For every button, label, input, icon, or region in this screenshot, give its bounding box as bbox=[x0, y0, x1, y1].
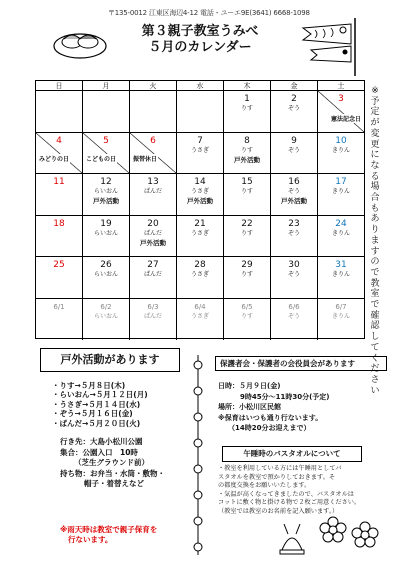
day-number: 6/7 bbox=[335, 302, 347, 311]
rain-note-line2: 行ないます。 bbox=[68, 535, 113, 544]
meeting-time: 9時45分～11時30分(予定) bbox=[240, 392, 330, 401]
calendar-week-row bbox=[36, 299, 364, 341]
day-number: 19 bbox=[100, 218, 112, 229]
sushi-illustration bbox=[50, 20, 110, 62]
calendar-day-cell bbox=[318, 257, 364, 298]
day-number: 17 bbox=[335, 177, 347, 187]
day-number: 6/5 bbox=[241, 302, 253, 311]
class-name-label: ぱんだ bbox=[143, 271, 162, 278]
calendar-day-cell bbox=[36, 216, 83, 257]
meeting-date: 日時：５月９日(金) bbox=[218, 382, 281, 390]
flower-icon bbox=[350, 520, 380, 550]
day-number: 13 bbox=[147, 177, 159, 187]
class-name-label: きりん bbox=[331, 271, 350, 278]
class-name-label: らいおん bbox=[93, 271, 118, 278]
list-item: ・りす→５月８日(木) bbox=[52, 381, 126, 390]
class-name-label: うさぎ bbox=[190, 271, 209, 278]
class-name-label: ぞう bbox=[287, 271, 300, 278]
calendar-day-cell bbox=[271, 133, 318, 174]
calendar-day-cell bbox=[83, 174, 130, 215]
day-number: 8 bbox=[244, 135, 250, 146]
towel-heading: 午睡時のバスタオルについて bbox=[222, 446, 362, 462]
calendar-day-cell bbox=[271, 174, 318, 215]
title-block bbox=[120, 24, 280, 56]
calendar-grid bbox=[35, 80, 365, 339]
list-item: ・らいおん→５月１２日(月) bbox=[52, 390, 148, 400]
decorative-divider bbox=[191, 355, 205, 555]
day-number: 4 bbox=[56, 135, 62, 146]
towel-details bbox=[218, 465, 394, 517]
calendar-day-cell bbox=[130, 216, 177, 257]
towel-line: コットに敷く物と掛ける物で２枚ご用意ください。 bbox=[218, 499, 361, 507]
calendar-day-cell bbox=[130, 91, 177, 132]
outdoor-schedule-list bbox=[52, 381, 192, 428]
towel-line: の都度交換をお願いいたします。 bbox=[218, 482, 311, 490]
day-number: 1 bbox=[244, 94, 250, 104]
calendar-day-cell bbox=[318, 216, 364, 257]
holiday-label: みどりの日 bbox=[39, 156, 70, 163]
calendar-day-cell bbox=[318, 91, 364, 132]
calendar-day-cell bbox=[83, 216, 130, 257]
day-number: 2 bbox=[291, 94, 297, 104]
calendar-week-row bbox=[36, 91, 364, 133]
class-name-label: きりん bbox=[331, 146, 350, 154]
calendar-day-cell bbox=[224, 91, 271, 132]
meet-text: 集合：公園入口 10時 bbox=[60, 447, 138, 457]
class-name-label: ぞう bbox=[287, 188, 300, 195]
day-number: 6/6 bbox=[288, 302, 300, 311]
day-number: 3 bbox=[338, 94, 344, 104]
day-number: 24 bbox=[335, 218, 347, 229]
class-name-label: ぱんだ bbox=[143, 188, 162, 195]
calendar-day-cell bbox=[177, 299, 224, 341]
list-item: ・ぱんだ→５月２０日(火) bbox=[52, 418, 141, 428]
day-number: 11 bbox=[53, 177, 65, 187]
koinobori-icon bbox=[297, 16, 369, 78]
title-line2: ５月のカレンダー bbox=[148, 40, 252, 55]
calendar-day-cell bbox=[271, 299, 318, 341]
holiday-label: 振替休日 bbox=[133, 156, 158, 163]
outdoor-activity-label: 戸外活動 bbox=[234, 155, 260, 164]
meeting-place: 場所：小松川区民館 bbox=[218, 403, 281, 411]
class-name-label: うさぎ bbox=[190, 146, 209, 154]
day-number: 15 bbox=[241, 177, 253, 187]
class-name-label: りす bbox=[240, 188, 253, 195]
day-number: 27 bbox=[147, 260, 159, 270]
class-name-label: りす bbox=[240, 271, 253, 278]
calendar-day-cell bbox=[83, 299, 130, 341]
meet-note-text: （芝生グラウンド前） bbox=[74, 458, 149, 467]
day-number: 30 bbox=[288, 260, 300, 270]
calendar-day-cell bbox=[224, 133, 271, 174]
calendar-day-cell bbox=[318, 133, 364, 174]
weekday-label: 水 bbox=[177, 81, 224, 90]
day-number: 28 bbox=[194, 260, 206, 270]
class-name-label: ぞう bbox=[287, 105, 300, 112]
calendar-day-cell bbox=[130, 174, 177, 215]
day-number: 7 bbox=[197, 135, 203, 146]
day-number: 23 bbox=[288, 218, 300, 229]
day-number: 6/2 bbox=[100, 302, 112, 311]
calendar-day-cell bbox=[83, 91, 130, 132]
vertical-notice: ※予定が変更になる場合もありますので教室で確認してください bbox=[370, 86, 380, 396]
day-number: 6/4 bbox=[194, 302, 206, 311]
weekday-label: 土 bbox=[337, 82, 345, 90]
class-name-label: きりん bbox=[331, 229, 350, 237]
class-name-label: ぞう bbox=[287, 229, 300, 237]
class-name-label: ぞう bbox=[287, 146, 300, 154]
day-number: 29 bbox=[241, 260, 253, 270]
calendar-day-cell bbox=[36, 174, 83, 215]
day-number: 21 bbox=[194, 218, 206, 229]
day-number: 22 bbox=[241, 218, 253, 229]
calendar-day-cell bbox=[177, 91, 224, 132]
calendar-day-cell bbox=[224, 257, 271, 298]
calendar-day-cell bbox=[224, 299, 271, 341]
class-name-label: りす bbox=[240, 146, 253, 154]
class-name-label: きりん bbox=[331, 188, 350, 195]
day-number: 31 bbox=[335, 260, 347, 270]
calendar-week-row bbox=[36, 174, 364, 216]
class-name-label: らいおん bbox=[93, 188, 118, 195]
class-name-label: りす bbox=[240, 229, 253, 237]
helmet-icon bbox=[278, 520, 306, 564]
calendar-day-cell bbox=[130, 133, 177, 174]
calendar-day-cell bbox=[318, 174, 364, 215]
holiday-label: 憲法記念日 bbox=[330, 115, 361, 123]
outdoor-details bbox=[60, 437, 200, 490]
towel-line: スタオルを教室で預かりしておきます。そ bbox=[218, 473, 336, 481]
calendar-day-cell bbox=[318, 299, 364, 341]
calendar-day-cell bbox=[36, 91, 83, 132]
calendar-day-cell bbox=[83, 133, 130, 174]
weekday-label: 木 bbox=[224, 81, 271, 90]
calendar-day-cell bbox=[224, 174, 271, 215]
calendar-day-cell bbox=[177, 257, 224, 298]
bring-text-2: 帽子・着替えなど bbox=[84, 479, 144, 488]
class-name-label: らいおん bbox=[93, 229, 118, 237]
calendar-day-cell bbox=[177, 174, 224, 215]
title-line1: 第３親子教室うみべ bbox=[141, 24, 259, 39]
day-number: 20 bbox=[147, 218, 159, 229]
address-line: 〒135-0012 江東区海辺4-12 電話・ユーエ9E(3641) 6668-1098 bbox=[108, 9, 310, 17]
day-number: 10 bbox=[335, 135, 347, 146]
rain-note-line1: ※雨天時は教室で親子保育を bbox=[60, 525, 158, 534]
outdoor-activity-label: 戸外活動 bbox=[93, 197, 119, 205]
weekday-label: 月 bbox=[83, 81, 130, 90]
calendar-day-cell bbox=[271, 91, 318, 132]
rain-note bbox=[60, 525, 157, 545]
day-number: 5 bbox=[103, 135, 109, 146]
calendar-week-row bbox=[36, 257, 364, 299]
calendar-day-cell bbox=[83, 257, 130, 298]
day-number: 14 bbox=[194, 177, 206, 187]
day-number: 25 bbox=[53, 260, 65, 270]
weekday-label: 日 bbox=[36, 81, 83, 90]
bring-text: 持ち物：お弁当・水筒・敷物・ bbox=[60, 468, 165, 478]
meeting-details bbox=[218, 381, 388, 434]
class-name-label: りす bbox=[240, 105, 253, 112]
calendar-day-cell bbox=[177, 216, 224, 257]
list-item: ・ぞう→５月１６日(金) bbox=[52, 409, 133, 419]
day-number: 9 bbox=[291, 135, 297, 146]
class-name-label: うさぎ bbox=[190, 312, 209, 320]
calendar-day-cell bbox=[36, 299, 83, 341]
towel-line: ・気温が高くなってきましたので、バスタオルは bbox=[218, 490, 354, 498]
day-number: 18 bbox=[53, 218, 65, 229]
meeting-heading: 保護者会・保護者の会役員会があります bbox=[215, 356, 387, 371]
calendar-day-cell bbox=[130, 257, 177, 298]
class-name-label: きりん bbox=[331, 312, 350, 320]
weekday-header bbox=[36, 81, 364, 91]
class-name-label: ぞう bbox=[287, 312, 300, 320]
class-name-label: うさぎ bbox=[190, 229, 209, 237]
towel-line: ・教室を利用している方には午睡用としてバ bbox=[218, 465, 342, 472]
meeting-note1: ※保育はいつも通り行ないます。 bbox=[218, 413, 323, 422]
calendar-day-cell bbox=[36, 133, 83, 174]
towel-line: （教室では教室のお名前を記入願います。） bbox=[218, 507, 339, 515]
calendar-day-cell bbox=[224, 216, 271, 257]
meeting-note2: （14時20分お迎えまで） bbox=[228, 424, 311, 432]
class-name-label: ぱんだ bbox=[143, 312, 162, 320]
weekday-label: 金 bbox=[271, 81, 318, 90]
calendar-day-cell bbox=[177, 133, 224, 174]
destination-text: 行き先：大島小松川公園 bbox=[60, 437, 143, 446]
class-name-label: りす bbox=[240, 312, 253, 320]
day-number: 6/1 bbox=[53, 302, 65, 311]
outdoor-activity-label: 戸外活動 bbox=[187, 197, 213, 205]
outdoor-activity-label: 戸外活動 bbox=[140, 238, 166, 247]
calendar-day-cell bbox=[271, 257, 318, 298]
class-name-label: うさぎ bbox=[190, 188, 209, 195]
day-number: 6 bbox=[150, 135, 156, 146]
calendar-week-row bbox=[36, 133, 364, 175]
class-name-label: ぱんだ bbox=[143, 229, 162, 237]
class-name-label: らいおん bbox=[93, 312, 118, 320]
outdoor-activity-label: 戸外活動 bbox=[281, 197, 307, 205]
calendar-day-cell bbox=[130, 299, 177, 341]
day-number: 12 bbox=[100, 177, 112, 187]
calendar-day-cell bbox=[271, 216, 318, 257]
holiday-label: こどもの日 bbox=[86, 156, 117, 163]
calendar-day-cell bbox=[36, 257, 83, 298]
list-item: ・うさぎ→５月１４日(水) bbox=[52, 399, 141, 409]
outdoor-heading: 戸外活動があります bbox=[40, 348, 180, 372]
day-number: 16 bbox=[288, 177, 300, 187]
day-number: 26 bbox=[100, 260, 112, 270]
weekday-label: 火 bbox=[130, 81, 177, 90]
day-number: 6/3 bbox=[147, 302, 159, 311]
flower-icon bbox=[318, 515, 348, 545]
calendar-week-row bbox=[36, 216, 364, 258]
